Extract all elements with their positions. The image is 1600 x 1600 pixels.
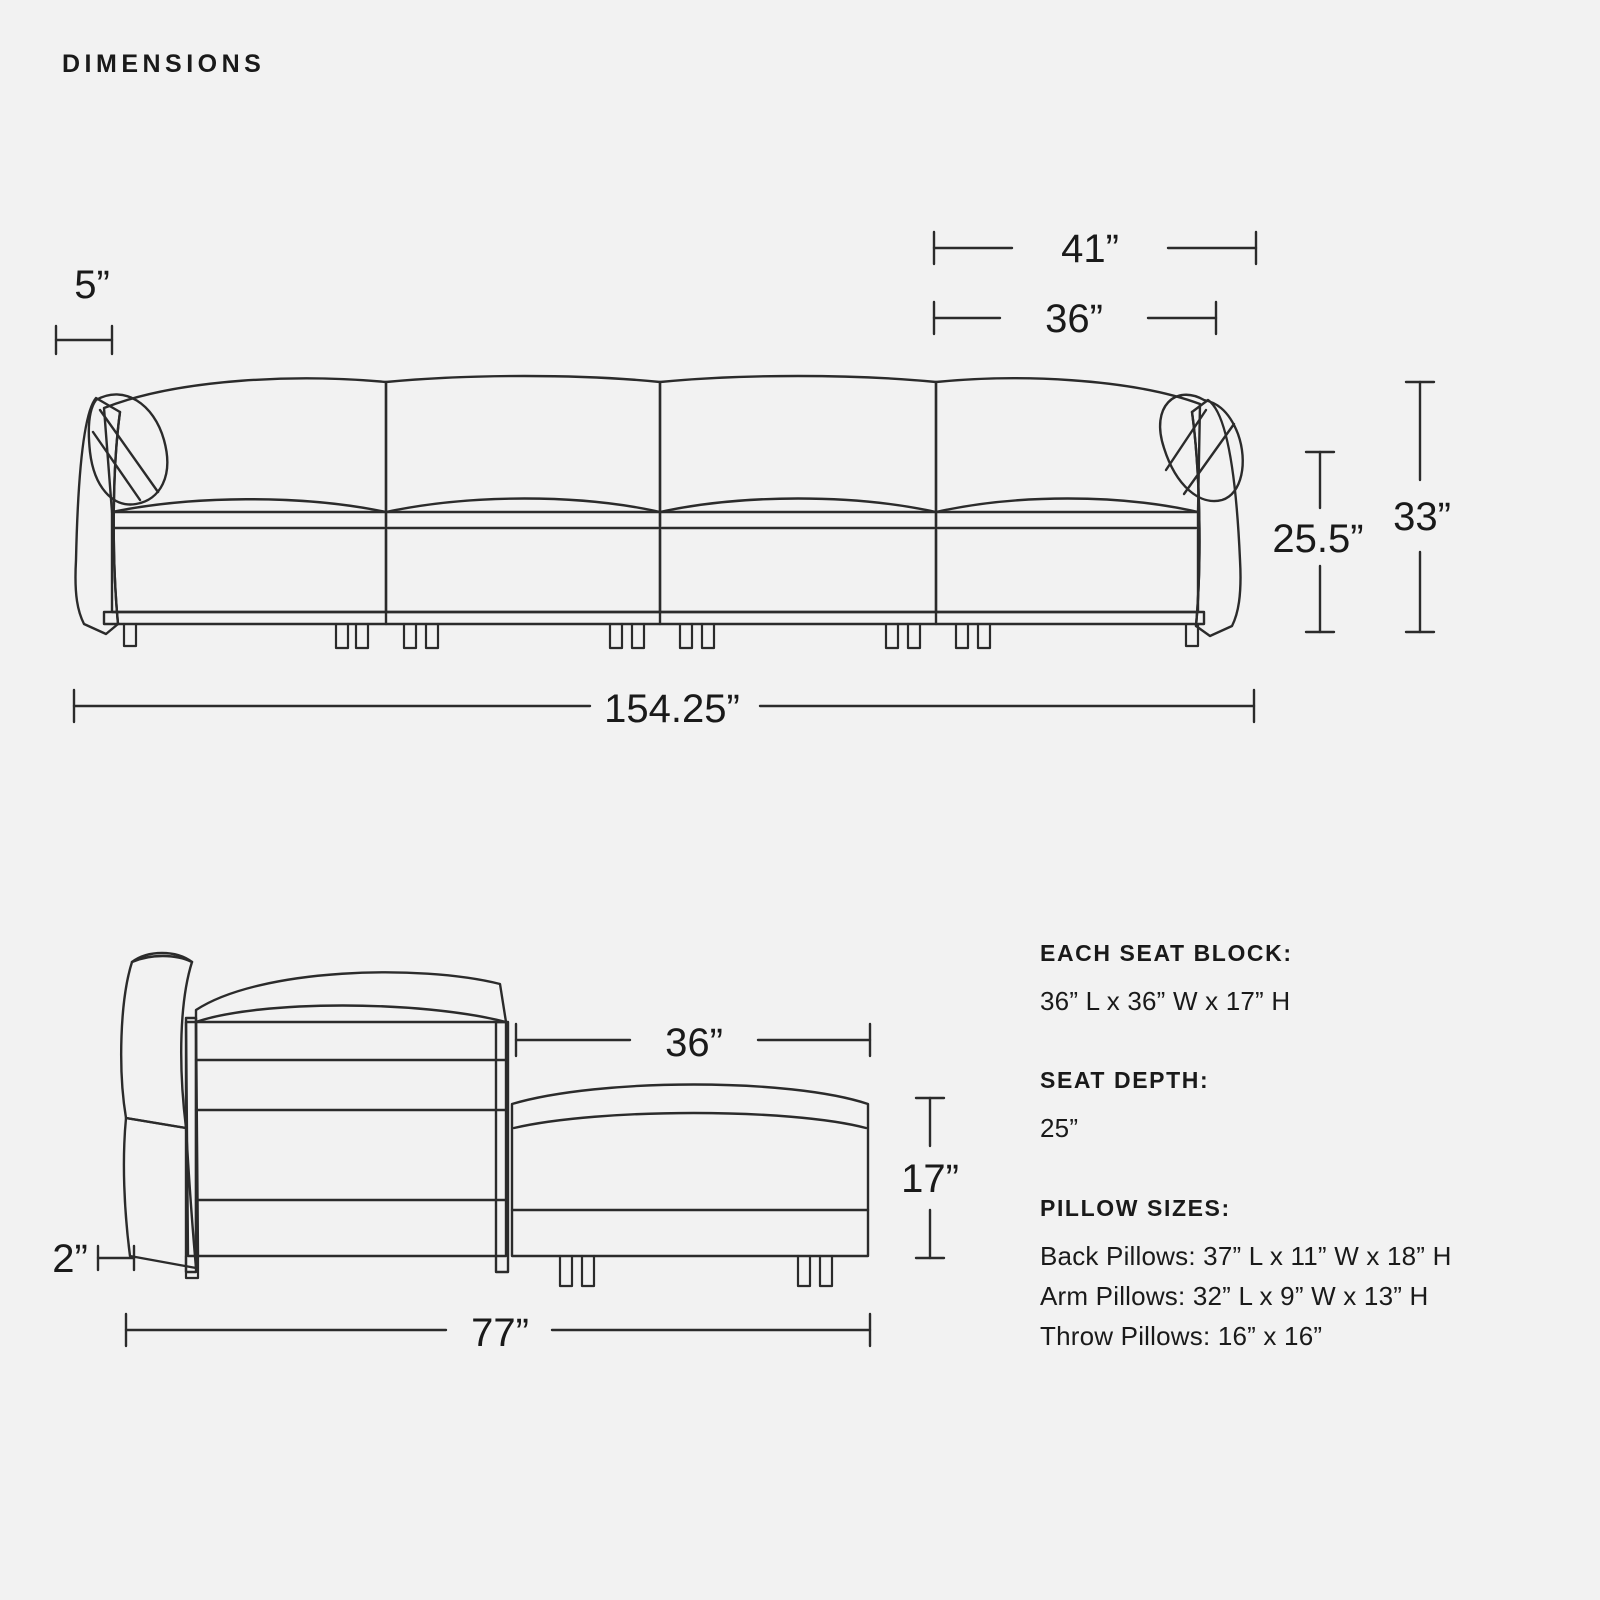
- spec-heading: SEAT DEPTH:: [1040, 1067, 1210, 1094]
- spec-line: Back Pillows: 37” L x 11” W x 18” H: [1040, 1240, 1452, 1271]
- dim-label-41: 41”: [1061, 227, 1119, 271]
- spec-line: Throw Pillows: 16” x 16”: [1040, 1321, 1323, 1352]
- dim-label-154: 154.25”: [604, 687, 740, 731]
- spec-line: 25”: [1040, 1113, 1079, 1144]
- spec-list: [1040, 940, 1560, 1402]
- dim-label-33: 33”: [1393, 495, 1451, 539]
- dim-label-36-front: 36”: [1045, 297, 1103, 341]
- dim-5-line: [56, 326, 112, 354]
- page-title: DIMENSIONS: [62, 50, 266, 78]
- spec-line: 36” L x 36” W x 17” H: [1040, 986, 1291, 1016]
- spec-seat-block: [1040, 940, 1560, 1021]
- dim-label-25-5: 25.5”: [1272, 517, 1364, 561]
- dim-label-5: 5”: [74, 263, 110, 307]
- dim-label-36-side: 36”: [665, 1021, 723, 1065]
- sofa-front-drawing: [75, 376, 1242, 648]
- sofa-side-drawing: [121, 953, 868, 1286]
- dim-label-17: 17”: [901, 1157, 959, 1201]
- spec-line: Arm Pillows: 32” L x 9” W x 13” H: [1040, 1280, 1429, 1311]
- spec-heading: EACH SEAT BLOCK:: [1040, 940, 1293, 966]
- dim-label-2: 2”: [52, 1237, 88, 1281]
- spec-seat-depth: [1040, 1067, 1560, 1148]
- spec-pillow-sizes: [1040, 1195, 1560, 1357]
- spec-heading: PILLOW SIZES:: [1040, 1194, 1231, 1221]
- dim-label-77: 77”: [471, 1311, 529, 1355]
